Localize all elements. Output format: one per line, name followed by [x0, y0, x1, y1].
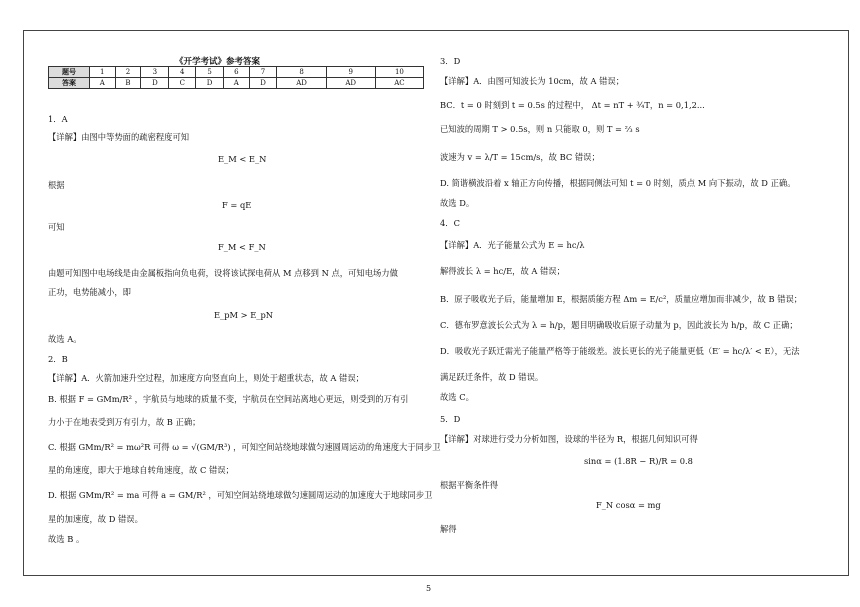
table-cell: 1 [90, 67, 116, 78]
q1-text: 由题可知图中电场线是由金属板指向负电荷，设将该试探电荷从 M 点移到 N 点，可知电场力做 [48, 268, 398, 278]
table-cell: 6 [224, 67, 250, 78]
table-header-cell: 题号 [49, 67, 90, 78]
q4-text: 【详解】A．光子能量公式为 E = hc/λ [440, 240, 585, 250]
q3-text: BC．t = 0 时刻到 t = 0.5s 的过程中， Δt = nT + ¾T，n = 0,1,2... [440, 100, 705, 110]
q1-formula: F_M < F_N [218, 242, 266, 252]
q5-formula: sinα = (1.8R − R)/R = 0.8 [584, 456, 693, 466]
q5-text: 解得 [440, 524, 457, 534]
table-cell: 5 [196, 67, 224, 78]
table-cell: 7 [249, 67, 277, 78]
table-row-numbers [49, 67, 424, 78]
q4-text: 满足跃迁条件，故 D 错误。 [440, 372, 544, 382]
q3-text: 【详解】A．由图可知波长为 10cm，故 A 错误； [440, 76, 625, 86]
table-cell: C [169, 78, 196, 89]
q3-conclusion: 故选 D。 [440, 198, 475, 208]
q1-text: 根据 [48, 180, 65, 190]
table-cell: D [141, 78, 169, 89]
table-cell: B [115, 78, 141, 89]
q4-text: D．吸收光子跃迁需光子能量严格等于能级差。波长更长的光子能量更低（E′ = hc/λ′ < E），无法 [440, 346, 800, 356]
q4-conclusion: 故选 C。 [440, 392, 474, 402]
q1-conclusion: 故选 A。 [48, 334, 82, 344]
table-cell: D [196, 78, 224, 89]
q1-heading: 1．A [48, 114, 68, 124]
q2-conclusion: 故选 B 。 [48, 534, 85, 544]
q4-heading: 4．C [440, 218, 460, 228]
q1-formula: E_pM > E_pN [214, 310, 274, 320]
q5-text: 根据平衡条件得 [440, 480, 499, 490]
table-cell: A [90, 78, 116, 89]
q1-formula: F = qE [222, 200, 252, 210]
q5-text: 【详解】对球进行受力分析如图，设球的半径为 R，根据几何知识可得 [440, 434, 698, 444]
q1-formula: E_M < E_N [218, 154, 267, 164]
q3-text: 波速为 v = λ/T = 15cm/s，故 BC 错误； [440, 152, 600, 162]
page-title: 《开学考试》参考答案 [175, 57, 261, 67]
q5-heading: 5．D [440, 414, 461, 424]
table-cell: 10 [375, 67, 423, 78]
table-cell: 4 [169, 67, 196, 78]
table-cell: 9 [326, 67, 375, 78]
q1-text: 【详解】由图中等势面的疏密程度可知 [48, 132, 190, 142]
q2-text: C. 根据 GMm/R² = mω²R 可得 ω = √(GM/R³) ，可知空间站绕地球做匀速圆周运动的角速度大于同步卫 [48, 442, 441, 452]
q3-text: D. 简谐横波沿着 x 轴正方向传播，根据同侧法可知 t = 0 时刻，质点 M 向下振动，故 D 正确。 [440, 178, 796, 188]
table-row-answers [49, 78, 424, 89]
q3-text: 已知波的周期 T > 0.5s，则 n 只能取 0，则 T = ⅔ s [440, 124, 640, 134]
table-header-cell: 答案 [49, 78, 90, 89]
q1-text: 可知 [48, 222, 65, 232]
q3-heading: 3．D [440, 56, 461, 66]
page-number: 5 [426, 584, 432, 593]
table-cell: 3 [141, 67, 169, 78]
q2-text: 【详解】A．火箭加速升空过程，加速度方向竖直向上，则处于超重状态，故 A 错误； [48, 373, 364, 383]
q2-text: 星的加速度，故 D 错误。 [48, 514, 143, 524]
q2-text: B. 根据 F = GMm/R² ，宇航员与地球的质量不变，宇航员在空间站离地心更远，则受到的万有引 [48, 394, 409, 404]
q5-formula: F_N cosα = mg [596, 500, 661, 510]
q1-text: 正功，电势能减小，即 [48, 287, 131, 297]
table-cell: AC [375, 78, 423, 89]
table-cell: 2 [115, 67, 141, 78]
q4-text: B．原子吸收光子后，能量增加 E，根据质能方程 Δm = E/c²，质量应增加而非减少，故 B 错误； [440, 294, 803, 304]
q4-text: 解得波长 λ = hc/E，故 A 错误； [440, 266, 565, 276]
table-cell: 8 [277, 67, 326, 78]
q2-text: D. 根据 GMm/R² = ma 可得 a = GM/R² ，可知空间站绕地球做匀速圆周运动的加速度大于地球同步卫 [48, 490, 433, 500]
q2-text: 星的角速度，即大于地球自转角速度，故 C 错误； [48, 465, 234, 475]
q4-text: C．德布罗意波长公式为 λ = h/p，题目明确吸收后原子动量为 p，因此波长为 h/p，故 C 正确； [440, 320, 798, 330]
answer-table [48, 66, 424, 89]
table-cell: AD [326, 78, 375, 89]
q2-text: 力小于在地表受到万有引力，故 B 正确； [48, 417, 201, 427]
table-cell: D [249, 78, 277, 89]
q2-heading: 2．B [48, 354, 68, 364]
table-cell: A [224, 78, 250, 89]
table-cell: AD [277, 78, 326, 89]
